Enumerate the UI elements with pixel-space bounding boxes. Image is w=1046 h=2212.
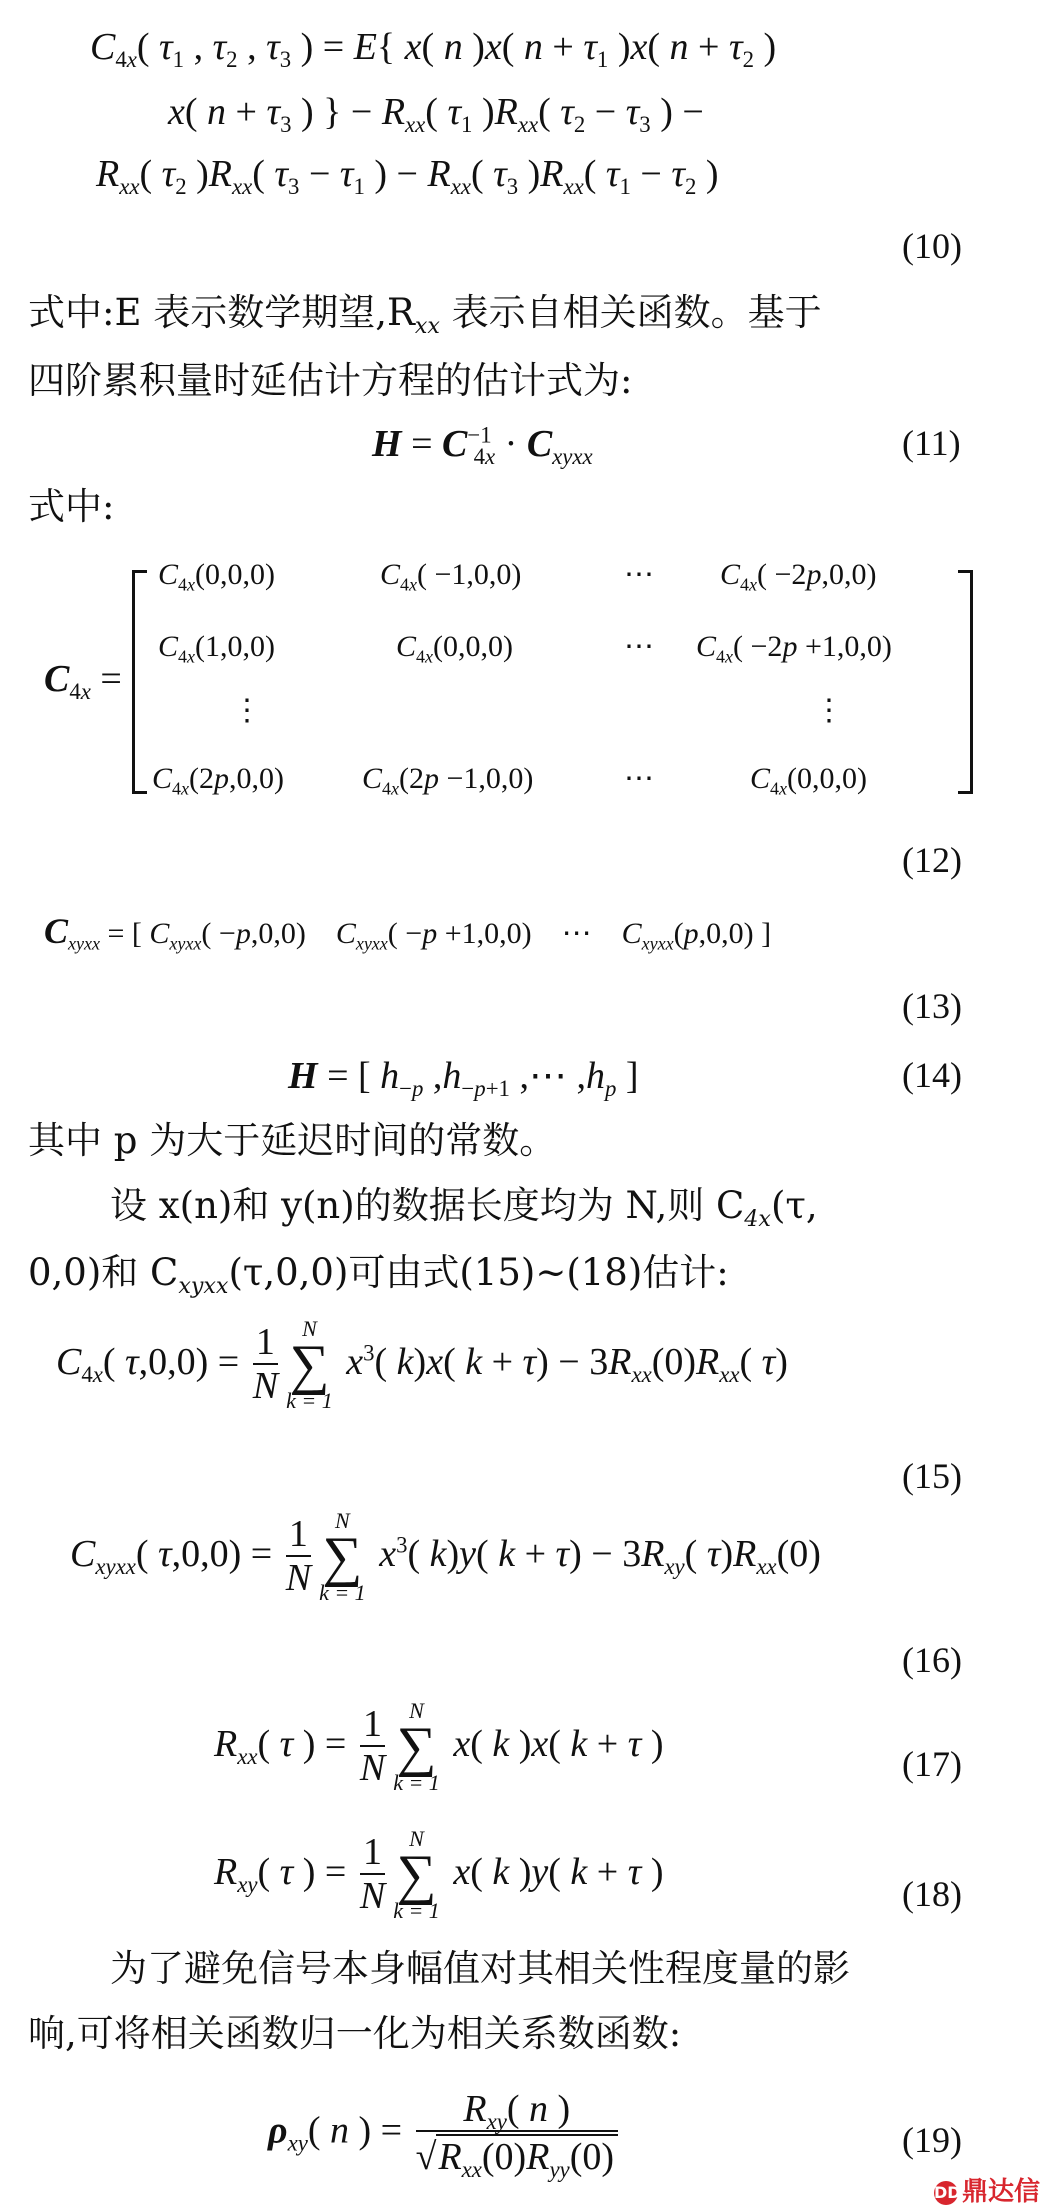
equation-number-10: (10) <box>902 226 962 266</box>
matrix-vdots: ⋮ <box>232 694 262 727</box>
paragraph-lengths-line2: 0,0)和 $C_{xyxx}(\tau,0,0)$可由式(15)~(18)估计: <box>28 1251 729 1299</box>
matrix-label: $C_{4x}$ = <box>44 658 122 704</box>
summation: N ∑ k = 1 <box>393 1826 440 1924</box>
fraction: $\frac{1}{N}$ <box>252 1321 279 1408</box>
logo-mark-icon: DD <box>934 2181 958 2205</box>
paragraph-normalize-line2: 响,可将相关函数归一化为相关系数函数: <box>28 2012 682 2055</box>
equation-number-11: (11) <box>902 423 961 463</box>
matrix-cell: ⋯ <box>624 630 654 663</box>
matrix-cell: $C_{4x}(0,0,0)$ <box>396 630 513 667</box>
equation-10-line3: $R_{xx}$( $\tau_2$ )$R_{xx}$( $\tau_3 - \tau_1$ ) − $R_{xx}$( $\tau_3$ )$R_{xx}$( $\tau_1 - \tau_2$ ) <box>96 153 719 199</box>
equation-15: $C_{4x}$( τ,0,0) = $\frac{1}{N}$ N ∑ k = 1 $x^3$( k)x( $k + \tau) - 3R_{xx}(0)R_{xx}$( τ) <box>56 1316 788 1414</box>
paragraph-estimator: 四阶累积量时延估计方程的估计式为: <box>28 359 633 402</box>
matrix-cell: $C_{4x}(0,0,0)$ <box>158 558 275 595</box>
matrix-cell: ⋯ <box>624 558 654 591</box>
equation-10-line1: $C_{4x}$( $\tau_1$ , $\tau_2$ , $\tau_3$ ) = E{ x( n )x( $n + \tau_1$ )x( $n + \tau_2$ ) <box>90 26 777 72</box>
equation-17: $R_{xx}$( τ ) = $\frac{1}{N}$ N ∑ k = 1 x( k )x( k + τ ) <box>214 1698 664 1796</box>
paragraph-p-def: 其中 p 为大于延迟时间的常数。 <box>28 1119 557 1162</box>
matrix-cell: $C_{4x}( -2p,0,0)$ <box>720 558 877 595</box>
fraction: $\frac{1}{N}$ <box>359 1703 386 1790</box>
fraction: $\frac{1}{N}$ <box>285 1513 312 1600</box>
paragraph-where-E: 式中:E 表示数学期望$,R_{xx}$ 表示自相关函数。基于 <box>28 291 822 339</box>
matrix-cell: $C_{4x}( -1,0,0)$ <box>380 558 522 595</box>
equation-number-14: (14) <box>902 1055 962 1095</box>
matrix-cell: $C_{4x}(2p -1,0,0)$ <box>362 762 534 799</box>
summation: N ∑ k = 1 <box>393 1698 440 1796</box>
matrix-cell: $C_{4x}( -2p +1,0,0)$ <box>696 630 892 667</box>
summation: N ∑ k = 1 <box>286 1316 333 1414</box>
summation: N ∑ k = 1 <box>319 1508 366 1606</box>
matrix-cell: $C_{4x}(1,0,0)$ <box>158 630 275 667</box>
matrix-vdots: ⋮ <box>814 694 844 727</box>
equation-18: $R_{xy}$( τ ) = $\frac{1}{N}$ N ∑ k = 1 x( k )y( k + τ ) <box>214 1826 664 1924</box>
equation-number-19: (19) <box>902 2120 962 2160</box>
matrix-right-bracket <box>958 570 973 794</box>
watermark-logo: DD鼎达信 <box>933 2177 1040 2207</box>
matrix-cell: $C_{4x}(0,0,0)$ <box>750 762 867 799</box>
equation-number-12: (12) <box>902 840 962 880</box>
equation-number-13: (13) <box>902 986 962 1026</box>
fraction: $\frac{1}{N}$ <box>359 1831 386 1918</box>
equation-number-17: (17) <box>902 1744 962 1784</box>
equation-13: $C_{xyxx}$ = [ $C_{xyxx}( -p,0,0)$ $C_{xyxx}( -p +1,0,0)$ ⋯ $C_{xyxx}(p,0,0)$ ] <box>44 911 772 954</box>
equation-16: $C_{xyxx}$( τ,0,0) = $\frac{1}{N}$ N ∑ k = 1 $x^3$( k)y( $k + \tau) - 3R_{xy}$( $\tau)R_{xx}(0)$ <box>70 1508 821 1606</box>
equation-10-line2: x( $n + \tau_3$ ) } − $R_{xx}$( $\tau_1$ )$R_{xx}$( $\tau_2 - \tau_3$ ) − <box>168 91 704 137</box>
equation-11: $H = C^{-1}_{4x} \cdot C_{xyxx}$ <box>372 422 593 469</box>
equation-number-18: (18) <box>902 1874 962 1914</box>
paragraph-normalize-line1: 为了避免信号本身幅值对其相关性程度量的影 <box>110 1947 850 1990</box>
paragraph-lengths-line1: 设 x(n)和 y(n)的数据长度均为 N,则 $C_{4x}(\tau$, <box>110 1184 818 1232</box>
equation-14: H = [ $h_{-p}$ $,h_{-p+1}$ ,⋯ $,h_p$ ] <box>288 1055 639 1101</box>
equation-19: $\rho_{xy}$( n ) = $\frac{R_{xy}( n )}{√R_{xx}(0)R_{yy}(0)}$ <box>268 2090 622 2178</box>
equation-number-16: (16) <box>902 1640 962 1680</box>
matrix-cell: ⋯ <box>624 762 654 795</box>
matrix-left-bracket <box>132 570 147 794</box>
fraction: $\frac{R_{xy}( n )}{√R_{xx}(0)R_{yy}(0)}$ <box>416 2090 618 2178</box>
equation-number-15: (15) <box>902 1456 962 1496</box>
matrix-cell: $C_{4x}(2p,0,0)$ <box>152 762 285 799</box>
paragraph-where2: 式中: <box>28 485 115 528</box>
